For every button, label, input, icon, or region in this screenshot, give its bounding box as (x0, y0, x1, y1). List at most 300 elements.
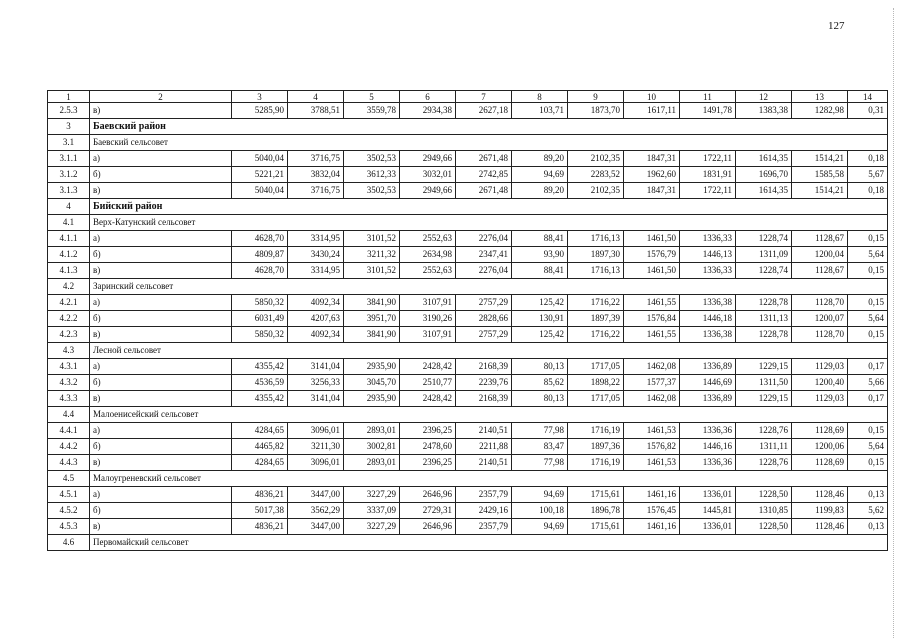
tariff-value-col-8: 89,20 (512, 151, 568, 167)
tariff-value-col-6: 2949,66 (400, 151, 456, 167)
tariff-value-col-7: 2239,76 (456, 375, 512, 391)
tariff-value-col-11: 1722,11 (680, 183, 736, 199)
tariff-value-col-12: 1229,15 (736, 359, 792, 375)
council-title: Баевский сельсовет (90, 135, 888, 151)
tariff-value-col-3: 4836,21 (232, 519, 288, 535)
tariff-value-col-5: 3951,70 (344, 311, 400, 327)
row-code: 4.5.3 (48, 519, 90, 535)
table-row (48, 295, 888, 311)
tariff-value-col-6: 2428,42 (400, 391, 456, 407)
tariff-value-col-12: 1311,11 (736, 439, 792, 455)
row-variant-label: б) (90, 503, 232, 519)
tariff-value-col-3: 5221,21 (232, 167, 288, 183)
tariff-value-col-6: 2646,96 (400, 519, 456, 535)
tariff-value-col-13: 1128,46 (792, 487, 848, 503)
tariff-value-col-7: 2828,66 (456, 311, 512, 327)
tariff-value-col-4: 3447,00 (288, 519, 344, 535)
row-variant-label: в) (90, 183, 232, 199)
tariff-value-col-10: 1617,11 (624, 103, 680, 119)
tariff-value-col-13: 1200,04 (792, 247, 848, 263)
column-number: 8 (512, 91, 568, 103)
row-code: 4.2.3 (48, 327, 90, 343)
tariff-value-col-7: 2168,39 (456, 359, 512, 375)
council-title: Лесной сельсовет (90, 343, 888, 359)
tariff-value-col-11: 1336,89 (680, 359, 736, 375)
tariff-value-col-10: 1461,50 (624, 231, 680, 247)
tariff-value-col-11: 1831,91 (680, 167, 736, 183)
tariff-value-col-12: 1614,35 (736, 151, 792, 167)
table-row (48, 391, 888, 407)
tariff-value-col-4: 4092,34 (288, 327, 344, 343)
row-variant-label: а) (90, 423, 232, 439)
tariff-value-col-7: 2671,48 (456, 183, 512, 199)
tariff-value-col-10: 1461,16 (624, 487, 680, 503)
council-header-row (48, 135, 888, 151)
tariff-value-col-12: 1383,38 (736, 103, 792, 119)
tariff-value-col-4: 3256,33 (288, 375, 344, 391)
tariff-value-col-3: 4809,87 (232, 247, 288, 263)
column-number: 13 (792, 91, 848, 103)
column-number: 2 (90, 91, 232, 103)
tariff-table (47, 90, 888, 551)
tariff-value-col-14: 0,17 (848, 391, 888, 407)
tariff-value-col-7: 2276,04 (456, 231, 512, 247)
tariff-value-col-4: 4207,63 (288, 311, 344, 327)
tariff-value-col-4: 3141,04 (288, 391, 344, 407)
tariff-value-col-5: 3612,33 (344, 167, 400, 183)
tariff-value-col-9: 1898,22 (568, 375, 624, 391)
table-row (48, 183, 888, 199)
row-code: 3 (48, 119, 90, 135)
tariff-value-col-10: 1577,37 (624, 375, 680, 391)
tariff-value-col-3: 5040,04 (232, 183, 288, 199)
row-code: 4.3.3 (48, 391, 90, 407)
row-code: 4.5.2 (48, 503, 90, 519)
tariff-value-col-12: 1228,50 (736, 487, 792, 503)
tariff-value-col-7: 2140,51 (456, 423, 512, 439)
row-code: 4.4 (48, 407, 90, 423)
council-header-row (48, 215, 888, 231)
tariff-value-col-10: 1462,08 (624, 391, 680, 407)
council-header-row (48, 343, 888, 359)
tariff-value-col-6: 2552,63 (400, 231, 456, 247)
tariff-value-col-13: 1128,69 (792, 423, 848, 439)
row-variant-label: а) (90, 295, 232, 311)
tariff-value-col-4: 3562,29 (288, 503, 344, 519)
tariff-value-col-12: 1614,35 (736, 183, 792, 199)
tariff-value-col-12: 1228,78 (736, 327, 792, 343)
column-number: 10 (624, 91, 680, 103)
tariff-value-col-10: 1461,50 (624, 263, 680, 279)
tariff-value-col-3: 4284,65 (232, 423, 288, 439)
row-code: 4.1.1 (48, 231, 90, 247)
tariff-value-col-12: 1228,76 (736, 423, 792, 439)
tariff-value-col-5: 3841,90 (344, 295, 400, 311)
tariff-value-col-6: 2729,31 (400, 503, 456, 519)
row-code: 4.5.1 (48, 487, 90, 503)
tariff-value-col-4: 3314,95 (288, 231, 344, 247)
row-code: 4.1.3 (48, 263, 90, 279)
tariff-value-col-7: 2347,41 (456, 247, 512, 263)
council-title: Малоугреневский сельсовет (90, 471, 888, 487)
tariff-value-col-13: 1129,03 (792, 391, 848, 407)
column-number: 4 (288, 91, 344, 103)
tariff-value-col-9: 1896,78 (568, 503, 624, 519)
row-code: 2.5.3 (48, 103, 90, 119)
tariff-value-col-9: 2283,52 (568, 167, 624, 183)
tariff-value-col-14: 5,67 (848, 167, 888, 183)
tariff-value-col-11: 1722,11 (680, 151, 736, 167)
row-code: 3.1.1 (48, 151, 90, 167)
tariff-value-col-10: 1962,60 (624, 167, 680, 183)
table-row (48, 455, 888, 471)
tariff-value-col-5: 3841,90 (344, 327, 400, 343)
table-row (48, 247, 888, 263)
tariff-value-col-14: 0,15 (848, 455, 888, 471)
tariff-value-col-10: 1461,16 (624, 519, 680, 535)
tariff-value-col-8: 89,20 (512, 183, 568, 199)
table-row (48, 311, 888, 327)
tariff-value-col-4: 3096,01 (288, 455, 344, 471)
table-row (48, 151, 888, 167)
row-code: 4.4.2 (48, 439, 90, 455)
tariff-value-col-5: 2935,90 (344, 359, 400, 375)
row-code: 4 (48, 199, 90, 215)
tariff-value-col-3: 5017,38 (232, 503, 288, 519)
tariff-value-col-5: 3559,78 (344, 103, 400, 119)
row-code: 4.2.2 (48, 311, 90, 327)
tariff-value-col-9: 1716,22 (568, 327, 624, 343)
tariff-value-col-3: 5285,90 (232, 103, 288, 119)
tariff-value-col-8: 88,41 (512, 263, 568, 279)
tariff-value-col-11: 1446,13 (680, 247, 736, 263)
row-variant-label: а) (90, 359, 232, 375)
tariff-value-col-12: 1311,50 (736, 375, 792, 391)
row-variant-label: б) (90, 247, 232, 263)
tariff-value-col-14: 0,15 (848, 423, 888, 439)
row-variant-label: в) (90, 455, 232, 471)
tariff-value-col-10: 1461,55 (624, 295, 680, 311)
column-number: 14 (848, 91, 888, 103)
tariff-value-col-14: 0,15 (848, 263, 888, 279)
tariff-value-col-12: 1228,50 (736, 519, 792, 535)
row-code: 4.5 (48, 471, 90, 487)
district-title: Баевский район (90, 119, 888, 135)
tariff-value-col-12: 1228,76 (736, 455, 792, 471)
tariff-value-col-12: 1228,74 (736, 263, 792, 279)
tariff-value-col-9: 1716,22 (568, 295, 624, 311)
row-code: 4.4.3 (48, 455, 90, 471)
tariff-value-col-13: 1200,06 (792, 439, 848, 455)
tariff-value-col-12: 1696,70 (736, 167, 792, 183)
tariff-value-col-10: 1847,31 (624, 183, 680, 199)
row-code: 4.3.1 (48, 359, 90, 375)
tariff-value-col-8: 77,98 (512, 455, 568, 471)
tariff-value-col-5: 3002,81 (344, 439, 400, 455)
tariff-value-col-3: 4836,21 (232, 487, 288, 503)
tariff-value-col-7: 2757,29 (456, 295, 512, 311)
council-title: Заринский сельсовет (90, 279, 888, 295)
tariff-value-col-13: 1128,67 (792, 263, 848, 279)
tariff-value-col-14: 5,64 (848, 247, 888, 263)
tariff-value-col-7: 2357,79 (456, 487, 512, 503)
tariff-value-col-4: 3430,24 (288, 247, 344, 263)
column-number: 3 (232, 91, 288, 103)
tariff-value-col-11: 1446,18 (680, 311, 736, 327)
table-row (48, 487, 888, 503)
tariff-value-col-7: 2168,39 (456, 391, 512, 407)
district-title: Бийский район (90, 199, 888, 215)
tariff-value-col-6: 3190,26 (400, 311, 456, 327)
scan-edge-line (893, 8, 894, 638)
tariff-value-col-5: 2893,01 (344, 423, 400, 439)
table-row (48, 503, 888, 519)
column-number: 12 (736, 91, 792, 103)
row-code: 4.1.2 (48, 247, 90, 263)
tariff-value-col-12: 1311,13 (736, 311, 792, 327)
tariff-value-col-6: 3107,91 (400, 295, 456, 311)
tariff-value-col-10: 1847,31 (624, 151, 680, 167)
tariff-value-col-8: 80,13 (512, 359, 568, 375)
tariff-value-col-6: 2396,25 (400, 455, 456, 471)
row-code: 4.6 (48, 535, 90, 551)
tariff-value-col-14: 0,15 (848, 327, 888, 343)
tariff-value-col-3: 4284,65 (232, 455, 288, 471)
tariff-value-col-10: 1576,79 (624, 247, 680, 263)
table-row (48, 103, 888, 119)
row-variant-label: в) (90, 103, 232, 119)
table-row (48, 519, 888, 535)
row-variant-label: б) (90, 439, 232, 455)
tariff-value-col-6: 2634,98 (400, 247, 456, 263)
tariff-value-col-12: 1229,15 (736, 391, 792, 407)
tariff-value-col-13: 1128,46 (792, 519, 848, 535)
council-header-row (48, 535, 888, 551)
table-row (48, 327, 888, 343)
tariff-value-col-11: 1336,01 (680, 487, 736, 503)
tariff-value-col-8: 88,41 (512, 231, 568, 247)
tariff-value-col-14: 0,18 (848, 151, 888, 167)
tariff-value-col-12: 1228,78 (736, 295, 792, 311)
column-number: 9 (568, 91, 624, 103)
row-code: 4.3 (48, 343, 90, 359)
tariff-value-col-14: 5,64 (848, 311, 888, 327)
tariff-value-col-7: 2742,85 (456, 167, 512, 183)
tariff-value-col-3: 4628,70 (232, 263, 288, 279)
tariff-value-col-7: 2357,79 (456, 519, 512, 535)
tariff-value-col-14: 0,15 (848, 231, 888, 247)
tariff-value-col-8: 94,69 (512, 487, 568, 503)
tariff-value-col-5: 3227,29 (344, 519, 400, 535)
council-header-row (48, 471, 888, 487)
column-number-row (48, 91, 888, 103)
tariff-value-col-3: 6031,49 (232, 311, 288, 327)
tariff-value-col-9: 1716,19 (568, 455, 624, 471)
tariff-value-col-7: 2671,48 (456, 151, 512, 167)
tariff-value-col-7: 2429,16 (456, 503, 512, 519)
tariff-value-col-9: 1897,30 (568, 247, 624, 263)
district-header-row (48, 199, 888, 215)
tariff-value-col-9: 1873,70 (568, 103, 624, 119)
tariff-value-col-8: 94,69 (512, 167, 568, 183)
table-row (48, 167, 888, 183)
tariff-value-col-11: 1336,01 (680, 519, 736, 535)
tariff-value-col-9: 1717,05 (568, 391, 624, 407)
tariff-value-col-14: 5,64 (848, 439, 888, 455)
row-variant-label: б) (90, 311, 232, 327)
tariff-value-col-5: 3337,09 (344, 503, 400, 519)
tariff-value-col-8: 85,62 (512, 375, 568, 391)
council-title: Верх-Катунский сельсовет (90, 215, 888, 231)
tariff-value-col-8: 103,71 (512, 103, 568, 119)
tariff-value-col-4: 3716,75 (288, 151, 344, 167)
tariff-value-col-3: 5850,32 (232, 295, 288, 311)
tariff-value-col-8: 77,98 (512, 423, 568, 439)
tariff-value-col-3: 5850,32 (232, 327, 288, 343)
tariff-value-col-12: 1310,85 (736, 503, 792, 519)
tariff-value-col-6: 2478,60 (400, 439, 456, 455)
tariff-value-col-9: 1897,39 (568, 311, 624, 327)
tariff-value-col-4: 4092,34 (288, 295, 344, 311)
row-variant-label: в) (90, 391, 232, 407)
tariff-value-col-4: 3314,95 (288, 263, 344, 279)
table-row (48, 423, 888, 439)
tariff-value-col-8: 125,42 (512, 327, 568, 343)
row-variant-label: а) (90, 231, 232, 247)
row-variant-label: в) (90, 327, 232, 343)
tariff-value-col-8: 93,90 (512, 247, 568, 263)
tariff-value-col-3: 5040,04 (232, 151, 288, 167)
table-row (48, 231, 888, 247)
tariff-value-col-8: 80,13 (512, 391, 568, 407)
tariff-value-col-5: 3101,52 (344, 263, 400, 279)
tariff-value-col-7: 2211,88 (456, 439, 512, 455)
tariff-value-col-3: 4536,59 (232, 375, 288, 391)
tariff-value-col-6: 2934,38 (400, 103, 456, 119)
tariff-value-col-5: 3502,53 (344, 183, 400, 199)
row-code: 4.2.1 (48, 295, 90, 311)
tariff-value-col-3: 4628,70 (232, 231, 288, 247)
tariff-value-col-8: 125,42 (512, 295, 568, 311)
row-variant-label: а) (90, 151, 232, 167)
district-header-row (48, 119, 888, 135)
tariff-value-col-13: 1200,07 (792, 311, 848, 327)
tariff-value-col-13: 1199,83 (792, 503, 848, 519)
tariff-value-col-10: 1461,53 (624, 455, 680, 471)
tariff-value-col-6: 2510,77 (400, 375, 456, 391)
tariff-value-col-3: 4465,82 (232, 439, 288, 455)
tariff-value-col-8: 130,91 (512, 311, 568, 327)
tariff-value-col-13: 1585,58 (792, 167, 848, 183)
tariff-value-col-7: 2140,51 (456, 455, 512, 471)
tariff-value-col-6: 2428,42 (400, 359, 456, 375)
row-code: 4.4.1 (48, 423, 90, 439)
council-header-row (48, 279, 888, 295)
row-code: 3.1.3 (48, 183, 90, 199)
tariff-value-col-5: 3502,53 (344, 151, 400, 167)
tariff-value-col-6: 3032,01 (400, 167, 456, 183)
table-row (48, 375, 888, 391)
table-row (48, 439, 888, 455)
row-variant-label: б) (90, 167, 232, 183)
tariff-value-col-13: 1128,69 (792, 455, 848, 471)
column-number: 7 (456, 91, 512, 103)
tariff-value-col-11: 1336,33 (680, 231, 736, 247)
tariff-value-col-9: 1897,36 (568, 439, 624, 455)
council-header-row (48, 407, 888, 423)
tariff-value-col-4: 3141,04 (288, 359, 344, 375)
tariff-value-col-14: 0,13 (848, 487, 888, 503)
tariff-value-col-7: 2627,18 (456, 103, 512, 119)
tariff-value-col-9: 1717,05 (568, 359, 624, 375)
tariff-value-col-6: 2396,25 (400, 423, 456, 439)
table-row (48, 263, 888, 279)
tariff-value-col-12: 1311,09 (736, 247, 792, 263)
table-body (48, 91, 888, 551)
tariff-value-col-11: 1336,33 (680, 263, 736, 279)
tariff-value-col-5: 3211,32 (344, 247, 400, 263)
tariff-value-col-4: 3788,51 (288, 103, 344, 119)
row-variant-label: б) (90, 375, 232, 391)
tariff-value-col-14: 0,18 (848, 183, 888, 199)
tariff-value-col-10: 1461,53 (624, 423, 680, 439)
tariff-value-col-6: 2949,66 (400, 183, 456, 199)
tariff-value-col-13: 1200,40 (792, 375, 848, 391)
tariff-value-col-13: 1129,03 (792, 359, 848, 375)
tariff-value-col-12: 1228,74 (736, 231, 792, 247)
column-number: 5 (344, 91, 400, 103)
tariff-value-col-6: 2646,96 (400, 487, 456, 503)
tariff-value-col-5: 2935,90 (344, 391, 400, 407)
tariff-value-col-7: 2757,29 (456, 327, 512, 343)
row-variant-label: в) (90, 263, 232, 279)
tariff-value-col-5: 3045,70 (344, 375, 400, 391)
table-row (48, 359, 888, 375)
row-code: 4.2 (48, 279, 90, 295)
tariff-value-col-11: 1336,36 (680, 423, 736, 439)
row-variant-label: а) (90, 487, 232, 503)
tariff-value-col-3: 4355,42 (232, 359, 288, 375)
column-number: 1 (48, 91, 90, 103)
tariff-value-col-11: 1445,81 (680, 503, 736, 519)
tariff-value-col-11: 1446,16 (680, 439, 736, 455)
tariff-value-col-13: 1282,98 (792, 103, 848, 119)
tariff-value-col-11: 1336,89 (680, 391, 736, 407)
tariff-value-col-11: 1491,78 (680, 103, 736, 119)
tariff-value-col-13: 1128,70 (792, 295, 848, 311)
tariff-value-col-10: 1576,45 (624, 503, 680, 519)
tariff-value-col-13: 1514,21 (792, 151, 848, 167)
column-number: 6 (400, 91, 456, 103)
tariff-value-col-4: 3096,01 (288, 423, 344, 439)
tariff-value-col-9: 1715,61 (568, 487, 624, 503)
tariff-value-col-10: 1462,08 (624, 359, 680, 375)
tariff-value-col-6: 2552,63 (400, 263, 456, 279)
tariff-value-col-13: 1128,70 (792, 327, 848, 343)
tariff-value-col-10: 1576,84 (624, 311, 680, 327)
tariff-value-col-13: 1128,67 (792, 231, 848, 247)
tariff-value-col-14: 5,62 (848, 503, 888, 519)
row-code: 3.1.2 (48, 167, 90, 183)
tariff-value-col-9: 1716,13 (568, 263, 624, 279)
tariff-value-col-10: 1461,55 (624, 327, 680, 343)
column-number: 11 (680, 91, 736, 103)
page-number: 127 (828, 20, 845, 32)
tariff-value-col-5: 2893,01 (344, 455, 400, 471)
row-variant-label: в) (90, 519, 232, 535)
tariff-value-col-9: 2102,35 (568, 183, 624, 199)
tariff-value-col-7: 2276,04 (456, 263, 512, 279)
